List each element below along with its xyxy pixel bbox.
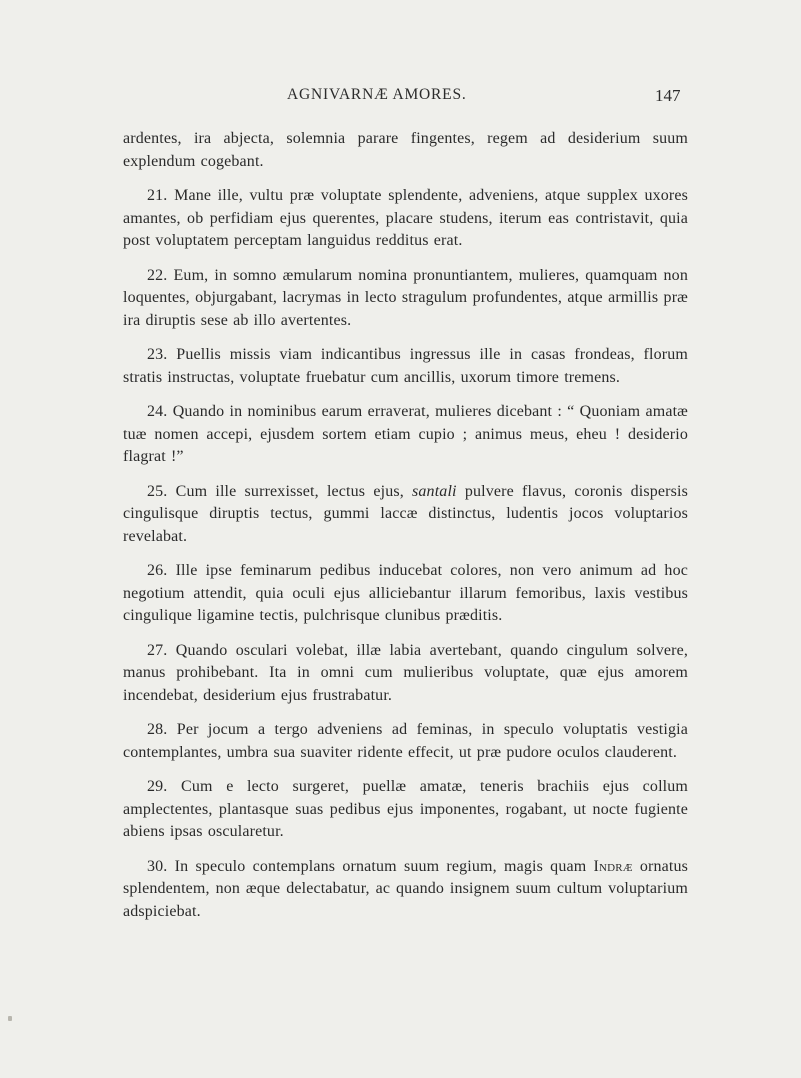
paragraph-30 xyxy=(123,856,688,924)
paragraph-continuation xyxy=(123,128,688,173)
paragraph-24 xyxy=(123,401,688,469)
paragraph-text: Mane ille, vultu præ voluptate splendente, adveniens, atque supplex uxores amantes, ob perfidiam ejus querentes, placare studens, iterum eas contristavit, quia post voluptatem perceptam languidus redditus erat. xyxy=(123,187,688,249)
paragraph-text: Quando in nominibus earum erraverat, mulieres dicebant : “ Quoniam amatæ tuæ nomen accepi, ejusdem sortem etiam cupio ; animus meus, eheu ! desiderio flagrat !” xyxy=(123,403,688,465)
paragraph-text: Per jocum a tergo adveniens ad feminas, in speculo voluptatis vestigia contemplantes, umbra sua suaviter ridente effecit, ut præ pudore oculos clauderent. xyxy=(123,721,688,761)
paper-speck xyxy=(8,1016,12,1021)
paragraph-21 xyxy=(123,185,688,253)
paragraph-29 xyxy=(123,776,688,844)
small-caps-name: Indræ xyxy=(593,857,633,875)
paragraph-27 xyxy=(123,640,688,708)
paragraph-28 xyxy=(123,719,688,764)
paragraph-text: ardentes, ira abjecta, solemnia parare fingentes, regem ad desiderium suum explendum cogebant. xyxy=(123,130,688,170)
paragraph-number: 27. xyxy=(147,641,168,659)
text-body xyxy=(123,128,688,935)
paragraph-number: 30. xyxy=(147,857,168,875)
paragraph-text: Quando osculari volebat, illæ labia avertebant, quando cingulum solvere, manus prohibebant. Ita in omni cum mulieribus voluptate, quæ ejus amorem incendebat, desiderium ejus frustrabatur. xyxy=(123,641,688,704)
paragraph-text: Eum, in somno æmularum nomina pronuntiantem, mulieres, quamquam non loquentes, objurgabant, lacrymas in lecto stragulum profundentes, atque armillis præ ira diruptis sese ab illo avertentes. xyxy=(123,266,688,329)
paragraph-number: 26. xyxy=(147,562,168,579)
paragraph-text: In speculo contemplans ornatum suum regium, magis quam xyxy=(174,857,594,875)
italic-term: santali xyxy=(412,482,457,500)
paragraph-number: 23. xyxy=(147,346,168,363)
paragraph-number: 28. xyxy=(147,721,168,738)
paragraph-text-continued: pulvere flavus, coronis dispersis cingulisque diruptis tectus, gummi laccæ distinctus, ludentis jocos voluptarios revelabat. xyxy=(123,482,688,545)
paragraph-text-continued: ornatus splendentem, non æque delectabatur, ac quando insignem suum cultum voluptarium adspiciebat. xyxy=(123,857,689,920)
running-title: AGNIVARNÆ AMORES. xyxy=(287,86,467,103)
page-number: 147 xyxy=(655,86,681,105)
paragraph-text: Puellis missis viam indicantibus ingressus ille in casas frondeas, florum stratis instructas, voluptate fruebatur cum ancillis, uxorum timore tremens. xyxy=(123,346,689,386)
paragraph-text: Ille ipse feminarum pedibus inducebat colores, non vero animum ad hoc negotium attendit, quia oculi ejus alliciebantur illarum femoribus, laxis vestibus cingulique ligamine tectis, pulchrisque clunibus præditis. xyxy=(123,562,688,624)
paragraph-22 xyxy=(123,265,688,333)
paragraph-number: 21. xyxy=(147,187,168,204)
paragraph-text: Cum e lecto surgeret, puellæ amatæ, teneris brachiis ejus collum amplectentes, plantasque suas pedibus ejus imponentes, rogabant, ut nocte fugiente abiens ipsas oscularetur. xyxy=(123,778,689,840)
paragraph-25 xyxy=(123,481,688,549)
paragraph-number: 29. xyxy=(147,778,168,795)
paragraph-number: 25. xyxy=(147,482,168,500)
paragraph-26 xyxy=(123,560,688,628)
paragraph-number: 22. xyxy=(147,266,168,284)
paragraph-text: Cum ille surrexisset, lectus ejus, xyxy=(175,482,413,500)
paragraph-number: 24. xyxy=(147,403,168,420)
paragraph-23 xyxy=(123,344,688,389)
running-head xyxy=(0,86,801,110)
